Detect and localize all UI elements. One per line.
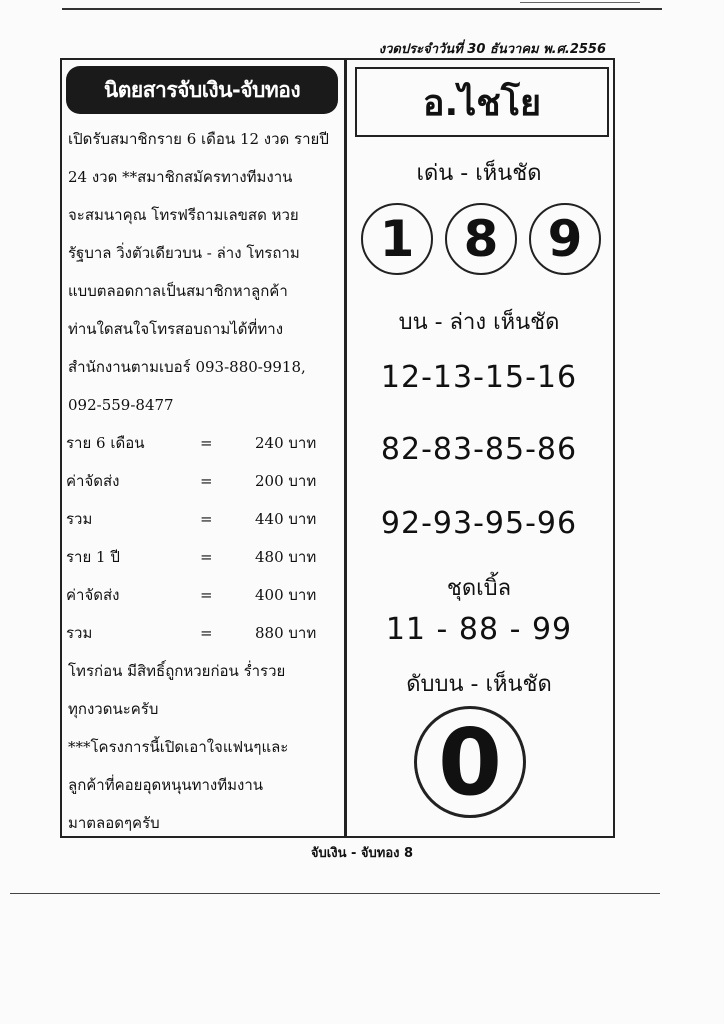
price-amount: 240 บาท xyxy=(255,434,317,452)
price-label: รวม xyxy=(66,510,93,528)
price-amount: 480 บาท xyxy=(255,548,317,566)
digit-circle: 1 xyxy=(361,203,433,275)
price-amount: 440 บาท xyxy=(255,510,317,528)
price-label: ราย 6 เดือน xyxy=(66,434,145,452)
paragraph-line: 092-559-8477 xyxy=(68,396,174,414)
price-label: ค่าจัดส่ง xyxy=(66,586,120,604)
equals-sign: = xyxy=(200,472,213,490)
paragraph-line: รัฐบาล วิ่งตัวเดียวบน - ล่าง โทรถาม xyxy=(68,244,300,262)
bottom-rule xyxy=(10,893,660,894)
issue-date-line: งวดประจำวันที่ 30 ธันวาคม พ.ศ.2556 xyxy=(378,42,606,57)
closing-line: ลูกค้าที่คอยอุดหนุนทางทีมงาน xyxy=(68,776,264,794)
big-digit-circle: 0 xyxy=(414,706,526,818)
closing-line: มาตลอดๆครับ xyxy=(68,814,160,832)
price-row xyxy=(66,462,338,500)
closing-line: โทรก่อน มีสิทธิ์ถูกหวยก่อน ร่ำรวย xyxy=(68,662,286,680)
paragraph-line: เปิดรับสมาชิกราย 6 เดือน 12 งวด รายปี xyxy=(68,130,329,148)
page-footer: จับเงิน - จับทอง 8 xyxy=(310,846,414,861)
upper-lower-label: บน - ล่าง เห็นชัด xyxy=(398,310,560,335)
paragraph-line: จะสมนาคุณ โทรฟรีถามเลขสด หวย xyxy=(68,206,299,224)
price-amount: 400 บาท xyxy=(255,586,317,604)
paragraph-line: ท่านใดสนใจโทรสอบถามได้ที่ทาง xyxy=(68,320,284,338)
equals-sign: = xyxy=(200,624,213,642)
closing-paragraph xyxy=(68,652,336,842)
paragraph-line: 24 งวด **สมาชิกสมัครทางทีมงาน xyxy=(68,168,293,186)
price-amount: 880 บาท xyxy=(255,624,317,642)
number-row: 82-83-85-86 xyxy=(380,432,578,467)
magazine-title: นิตยสารจับเงิน-จับทอง xyxy=(66,66,338,114)
price-list xyxy=(66,424,338,652)
price-row xyxy=(66,614,338,652)
price-label: ราย 1 ปี xyxy=(66,548,120,566)
price-label: ค่าจัดส่ง xyxy=(66,472,120,490)
number-row: 12-13-15-16 xyxy=(380,360,578,395)
price-label: รวม xyxy=(66,624,93,642)
digit-circle: 8 xyxy=(445,203,517,275)
paragraph-line: แบบตลอดกาลเป็นสมาชิกหาลูกค้า xyxy=(68,282,288,300)
closing-line: ***โครงการนี้เปิดเอาใจแฟนๆและ xyxy=(68,738,289,756)
author-name: อ.ไชโย xyxy=(355,67,609,137)
featured-label: เด่น - เห็นชัด xyxy=(416,161,542,186)
number-row: 92-93-95-96 xyxy=(380,506,578,541)
top-hairline xyxy=(520,2,640,3)
price-row xyxy=(66,424,338,462)
price-row xyxy=(66,576,338,614)
price-row xyxy=(66,500,338,538)
equals-sign: = xyxy=(200,510,213,528)
equals-sign: = xyxy=(200,548,213,566)
doubles-row: 11 - 88 - 99 xyxy=(385,612,573,647)
doubles-label: ชุดเบิ้ล xyxy=(446,576,512,601)
subscription-paragraph xyxy=(68,120,336,424)
left-column xyxy=(66,66,338,842)
equals-sign: = xyxy=(200,586,213,604)
equals-sign: = xyxy=(200,434,213,452)
top-rule xyxy=(62,8,662,10)
price-amount: 200 บาท xyxy=(255,472,317,490)
digit-circle: 9 xyxy=(529,203,601,275)
closing-line: ทุกงวดนะครับ xyxy=(68,700,159,718)
eliminate-label: ดับบน - เห็นชัด xyxy=(406,672,552,697)
price-row xyxy=(66,538,338,576)
paragraph-line: สำนักงานตามเบอร์ 093-880-9918, xyxy=(68,358,306,376)
featured-digits xyxy=(361,203,601,275)
